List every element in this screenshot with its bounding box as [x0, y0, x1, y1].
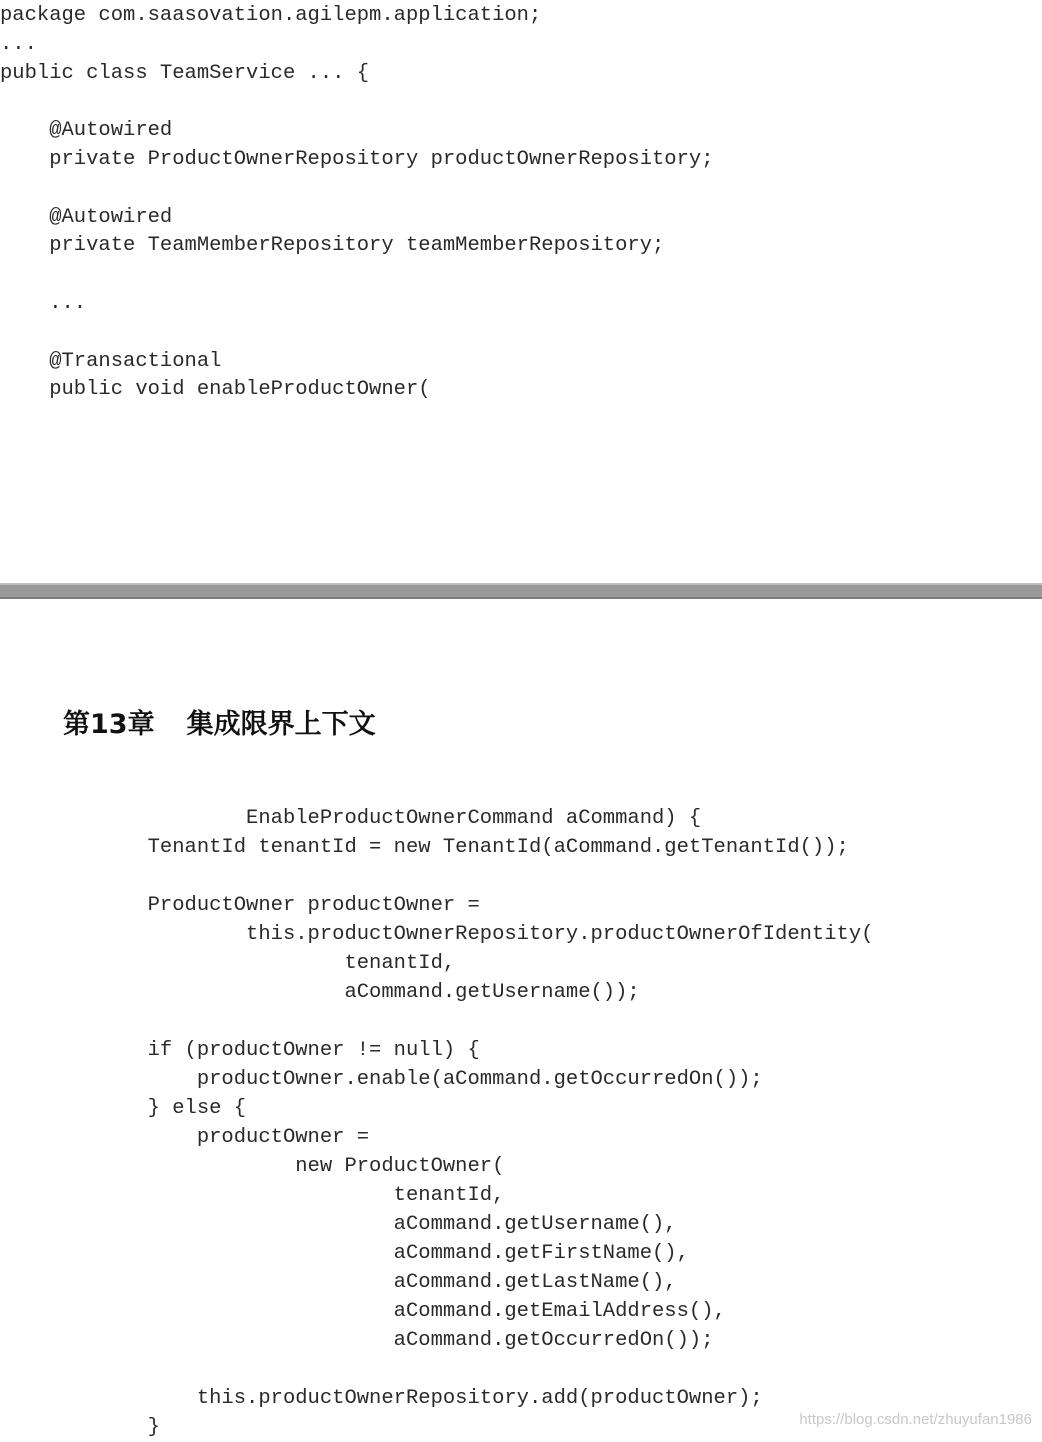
- code-line: [0, 261, 714, 290]
- code-line: [0, 1007, 873, 1036]
- code-line: productOwner.enable(aCommand.getOccurredOn());: [0, 1068, 763, 1091]
- code-line: [0, 862, 873, 891]
- code-line: @Autowired: [0, 205, 173, 229]
- code-line: tenantId,: [0, 952, 456, 975]
- code-line: [0, 88, 714, 117]
- code-line: tenantId,: [0, 1184, 505, 1207]
- code-line: aCommand.getUsername());: [0, 981, 640, 1004]
- code-line: aCommand.getLastName(),: [0, 1271, 677, 1294]
- code-line: } else {: [0, 1097, 247, 1120]
- page-divider: [0, 583, 1042, 599]
- code-line: aCommand.getFirstName(),: [0, 1242, 689, 1265]
- code-line: @Transactional: [0, 349, 222, 373]
- code-line: ProductOwner productOwner =: [0, 894, 480, 917]
- code-line: if (productOwner != null) {: [0, 1039, 480, 1062]
- chapter-heading: [63, 702, 376, 741]
- code-line: new ProductOwner(: [0, 1155, 505, 1178]
- code-block-bottom: [0, 804, 873, 1442]
- code-line: [0, 1355, 873, 1384]
- code-line: ...: [0, 32, 37, 56]
- code-line: public class TeamService ... {: [0, 61, 370, 85]
- code-line: [0, 319, 714, 348]
- code-line: }: [0, 1416, 160, 1439]
- code-line: EnableProductOwnerCommand aCommand) {: [0, 807, 702, 830]
- code-line: productOwner =: [0, 1126, 370, 1149]
- code-line: package com.saasovation.agilepm.application;: [0, 4, 542, 27]
- code-block-top: [0, 2, 714, 405]
- code-line: aCommand.getOccurredOn());: [0, 1329, 714, 1352]
- chapter-title: 集成限界上下文: [186, 709, 376, 740]
- code-line: this.productOwnerRepository.add(productOwner);: [0, 1387, 763, 1410]
- code-line: TenantId tenantId = new TenantId(aCommand.getTenantId());: [0, 836, 849, 859]
- code-line: public void enableProductOwner(: [0, 378, 431, 402]
- code-line: @Autowired: [0, 119, 173, 143]
- code-line: aCommand.getUsername(),: [0, 1213, 677, 1236]
- code-line: ...: [0, 291, 87, 315]
- code-line: aCommand.getEmailAddress(),: [0, 1300, 726, 1323]
- code-line: private TeamMemberRepository teamMemberRepository;: [0, 234, 665, 258]
- chapter-number: 第13章: [63, 709, 155, 740]
- watermark-url: https://blog.csdn.net/zhuyufan1986: [799, 1411, 1032, 1428]
- code-line: private ProductOwnerRepository productOwnerRepository;: [0, 147, 714, 171]
- code-line: [0, 175, 714, 204]
- code-line: this.productOwnerRepository.productOwnerOfIdentity(: [0, 923, 874, 946]
